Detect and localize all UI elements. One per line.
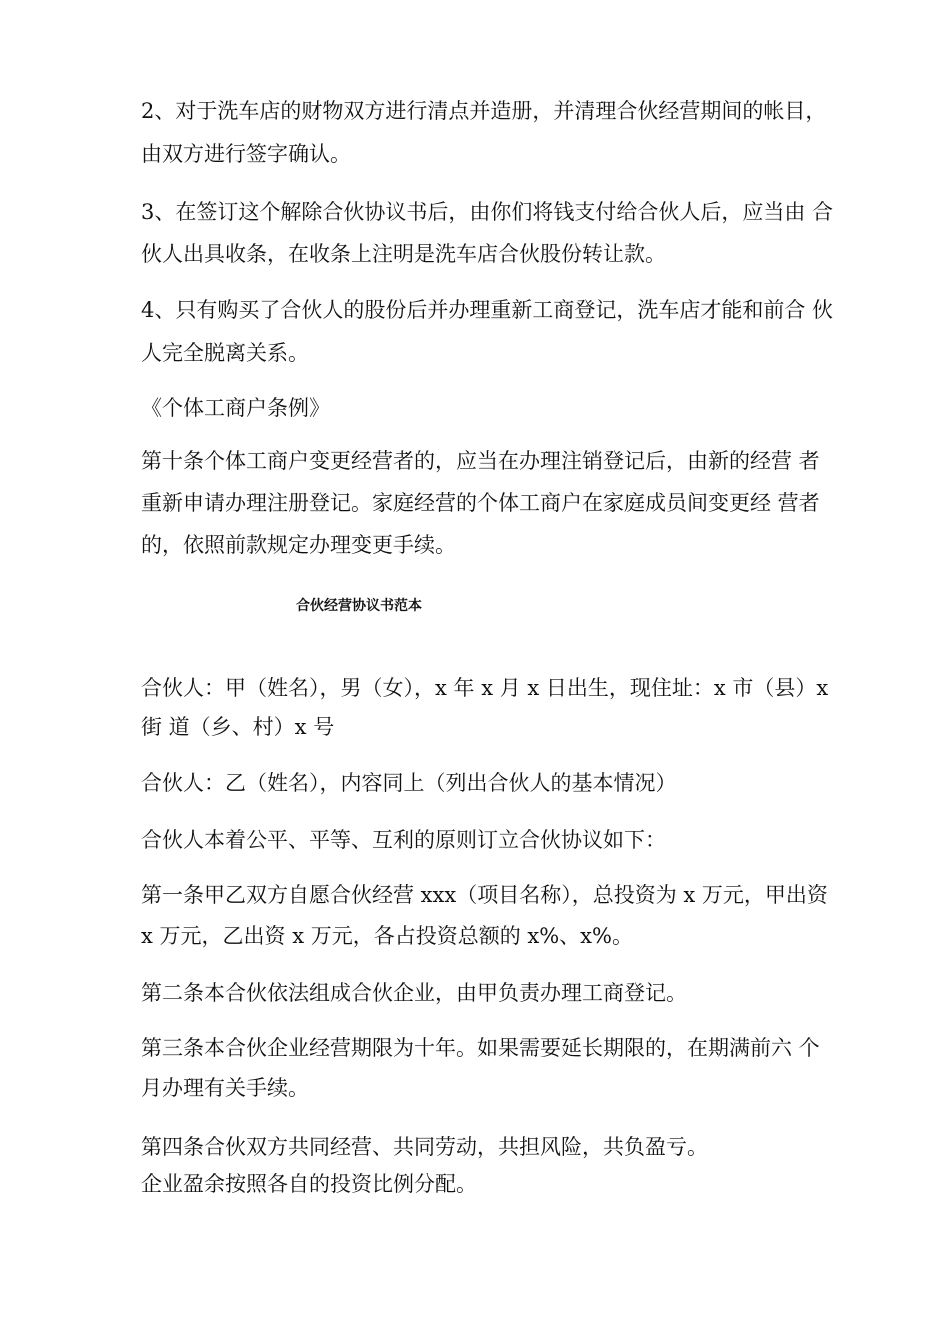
agreement-line: 街 道（乡、村）x 号	[141, 715, 335, 739]
agreement-line: 企业盈余按照各自的投资比例分配。	[141, 1172, 477, 1196]
paragraph-line: 的，依照前款规定办理变更手续。	[141, 533, 456, 557]
section-title: 合伙经营协议书范本	[296, 598, 422, 614]
paragraph-line: 伙人出具收条，在收条上注明是洗车店合伙股份转让款。	[141, 242, 666, 266]
agreement-line: 第三条本合伙企业经营期限为十年。如果需要延长期限的，在期满前六 个	[141, 1036, 820, 1060]
paragraph-line: 4、只有购买了合伙人的股份后并办理重新工商登记，洗车店才能和前合 伙	[141, 298, 834, 322]
agreement-line: x 万元，乙出资 x 万元，各占投资总额的 x%、x%。	[141, 924, 633, 948]
paragraph-line: 人完全脱离关系。	[141, 341, 309, 365]
agreement-line: 合伙人本着公平、平等、互利的原则订立合伙协议如下：	[141, 828, 666, 852]
agreement-line: 第四条合伙双方共同经营、共同劳动，共担风险，共负盈亏。	[141, 1135, 708, 1159]
agreement-line: 月办理有关手续。	[141, 1076, 309, 1100]
paragraph-line: 重新申请办理注册登记。家庭经营的个体工商户在家庭成员间变更经 营者	[141, 491, 820, 515]
agreement-line: 第一条甲乙双方自愿合伙经营 xxx（项目名称），总投资为 x 万元，甲出资	[141, 883, 828, 907]
agreement-line: 合伙人：乙（姓名），内容同上（列出合伙人的基本情况）	[141, 771, 677, 795]
paragraph-line: 3、在签订这个解除合伙协议书后，由你们将钱支付给合伙人后，应当由 合	[141, 200, 834, 224]
paragraph-line: 2、对于洗车店的财物双方进行清点并造册，并清理合伙经营期间的帐目，	[141, 99, 827, 123]
paragraph-line: 由双方进行签字确认。	[141, 142, 351, 166]
agreement-line: 第二条本合伙依法组成合伙企业，由甲负责办理工商登记。	[141, 981, 687, 1005]
regulation-title: 《个体工商户条例》	[141, 396, 330, 420]
paragraph-line: 第十条个体工商户变更经营者的，应当在办理注销登记后，由新的经营 者	[141, 449, 820, 473]
agreement-line: 合伙人：甲（姓名），男（女），x 年 x 月 x 日出生，现住址：x 市（县）x	[141, 676, 829, 700]
